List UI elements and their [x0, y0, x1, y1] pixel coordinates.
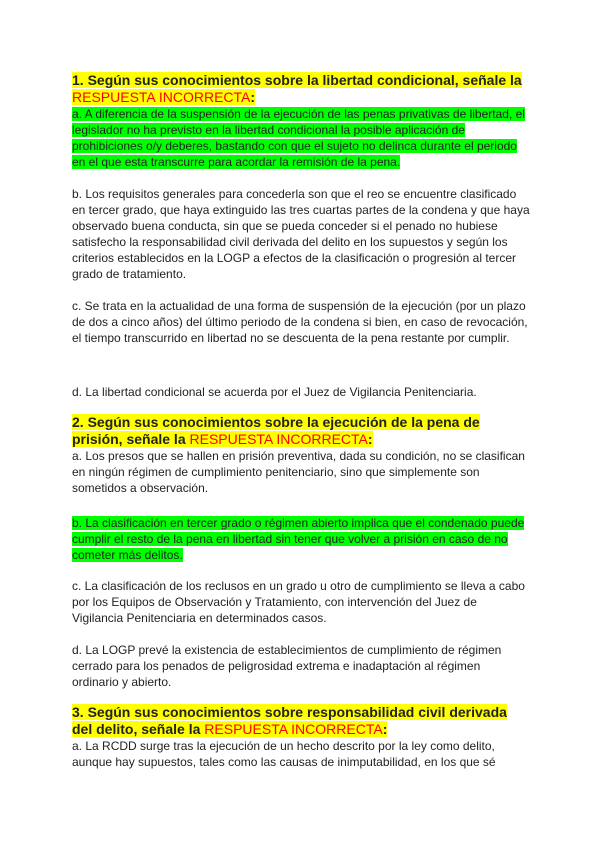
question-1-answer-a [72, 106, 528, 170]
question-2-answer-a: a. Los presos que se hallen en prisión preventiva, dada su condición, no se clasifican en ningún régimen de cumplimiento penitenciario, sino que simplemente son sometidos a observación. [72, 449, 525, 495]
question-2-answer-d: d. La LOGP prevé la existencia de establecimientos de cumplimiento de régimen cerrado para los penados de peligrosidad extrema e inadaptación al régimen ordinario y abierto. [72, 643, 502, 689]
question-3-title-text: 3. Según sus conocimientos sobre responsabilidad civil derivada del delito, señale la [72, 704, 507, 737]
question-2-title [72, 414, 528, 448]
question-1-answer-b: b. Los requisitos generales para concederla son que el reo se encuentre clasificado en tercer grado, que haya extinguido las tres cuartas partes de la condena y que haya observado buena conducta, sin que se pueda conceder si el penado no hubiese satisfecho la responsabilidad civil derivada del delito en los supuestos y según los criterios establecidos en la LOGP a efectos de la clasificación o progresión al tercer grado de tratamiento. [72, 187, 530, 281]
question-1-incorrect-flag: RESPUESTA INCORRECTA [72, 89, 251, 105]
question-3-incorrect-flag: RESPUESTA INCORRECTA [204, 721, 383, 737]
question-3 [72, 704, 528, 770]
question-3-answer-a: a. La RCDD surge tras la ejecución de un hecho descrito por la ley como delito, aunque hay supuestos, tales como las causas de inimputabilidad, en los que sé [72, 739, 496, 769]
question-3-title-colon: : [382, 721, 388, 737]
question-1-answer-d: d. La libertad condicional se acuerda por el Juez de Vigilancia Penitenciaria. [72, 385, 477, 399]
question-1-title [72, 72, 528, 106]
question-2-title-text: 2. Según sus conocimientos sobre la ejecución de la pena de prisión, señale la [72, 414, 480, 447]
question-1-title-colon: : [250, 89, 256, 105]
question-1-answer-a-text: a. A diferencia de la suspensión de la ejecución de las penas privativas de libertad, el legislador no ha previsto en la libertad condicional la posible aplicación de prohibiciones o/y deberes, bastando con que el sujeto no delinca durante el periodo en el que esta transcurre para acordar la remisión de la pena. [72, 107, 525, 169]
question-2 [72, 414, 528, 496]
question-2-answer-b-text: b. La clasificación en tercer grado o régimen abierto implica que el condenado puede cumplir el resto de la pena en libertad sin tener que volver a prisión en caso de no cometer más delitos. [72, 516, 525, 562]
question-2-answer-b [72, 515, 530, 563]
question-2-answer-c: c. La clasificación de los reclusos en un grado u otro de cumplimiento se lleva a cabo por los Equipos de Observación y Tratamiento, con intervención del Juez de Vigilancia Penitenciaria en determinados casos. [72, 579, 525, 625]
question-1-title-text: 1. Según sus conocimientos sobre la libertad condicional, señale la [72, 72, 522, 88]
question-2-incorrect-flag: RESPUESTA INCORRECTA [189, 431, 368, 447]
question-2-title-colon: : [367, 431, 373, 447]
question-1 [72, 72, 528, 170]
question-3-title [72, 704, 528, 738]
question-1-answer-c: c. Se trata en la actualidad de una forma de suspensión de la ejecución (por un plazo de dos a cinco años) del último periodo de la condena si bien, en caso de revocación, el tiempo transcurrido en libertad no se descuenta de la pena restante por cumplir. [72, 299, 528, 345]
